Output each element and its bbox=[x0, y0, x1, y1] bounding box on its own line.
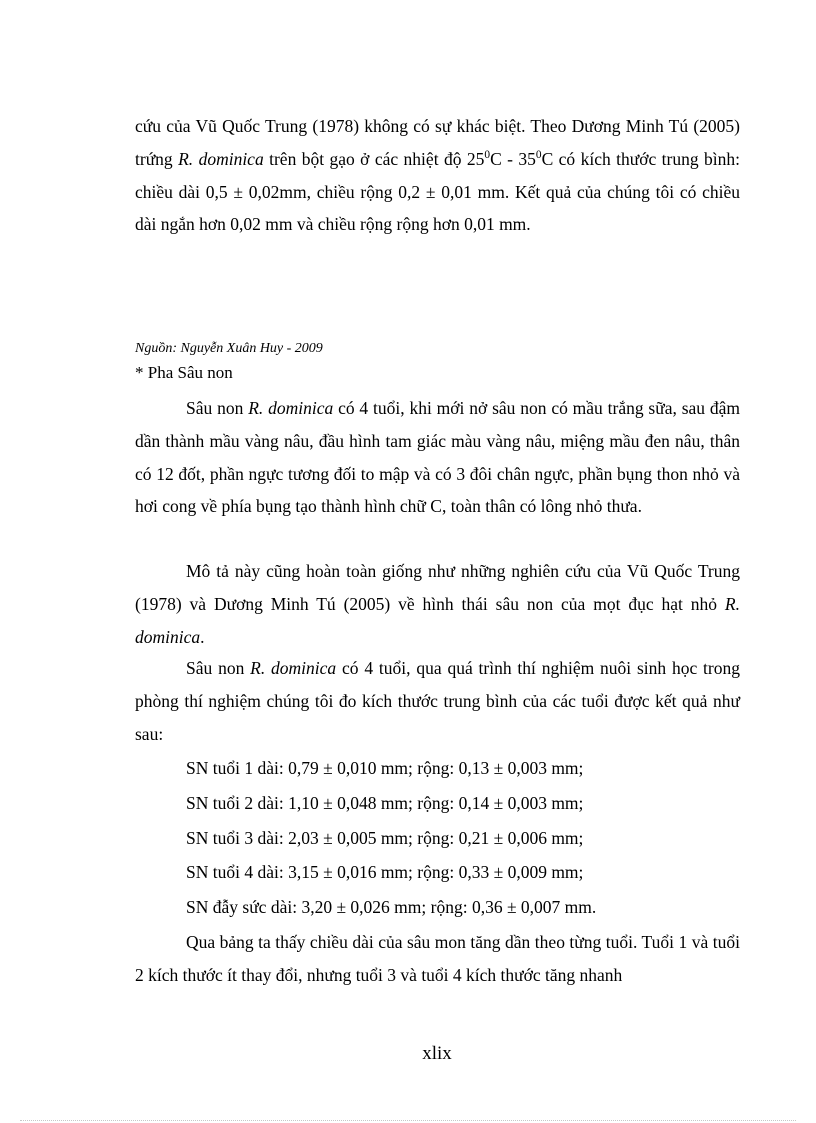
paragraph-text: C - 35 bbox=[490, 148, 536, 169]
measurement-item: SN tuổi 3 dài: 2,03 ± 0,005 mm; rộng: 0,21 ± 0,006 mm; bbox=[186, 827, 584, 848]
paragraph-text: có 4 tuổi, qua quá trình thí nghiệm nuôi sinh học trong phòng thí nghiệm chúng tôi đo kích thước trung bình của các tuổi được kết quả như sau: bbox=[135, 658, 740, 744]
paragraph-text: có 4 tuổi, khi mới nở sâu non có mầu trắng sữa, sau đậm dần thành mầu vàng nâu, đầu hình tam giác màu vàng nâu, miệng mầu đen nâu, thân có 12 đốt, phần ngực tương đối to mập và có 3 đôi chân ngực, phần bụng thon nhỏ và hơi cong về phía bụng tạo thành hình chữ C, toàn thân có lông nhỏ thưa. bbox=[135, 398, 741, 517]
degree-superscript: 0 bbox=[484, 148, 491, 161]
section-heading: * Pha Sâu non bbox=[135, 363, 233, 382]
species-name: R. dominica bbox=[135, 593, 740, 647]
measurement-item: SN đẫy sức dài: 3,20 ± 0,026 mm; rộng: 0,36 ± 0,007 mm. bbox=[186, 897, 597, 918]
paragraph-text: Sâu non bbox=[186, 398, 249, 418]
paragraph-text: Mô tả này cũng hoàn toàn giống như những nghiên cứu của Vũ Quốc Trung (1978) và Dương Minh Tú (2005) về hình thái sâu non của mọt đục hạt nhỏ bbox=[135, 561, 740, 614]
page-bottom-divider bbox=[20, 1120, 796, 1121]
paragraph-text: . bbox=[200, 626, 205, 647]
measurement-item: SN tuổi 1 dài: 0,79 ± 0,010 mm; rộng: 0,13 ± 0,003 mm; bbox=[186, 758, 584, 778]
degree-superscript: 0 bbox=[535, 148, 542, 161]
paragraph-egg-size-comparison bbox=[135, 110, 740, 241]
species-name: R. dominica bbox=[248, 398, 334, 418]
paragraph-text: Sâu non bbox=[186, 658, 251, 678]
paragraph-larva-description bbox=[135, 392, 740, 523]
paragraph-text: trên bột gạo ở các nhiệt độ 25 bbox=[263, 148, 485, 169]
paragraph-text: C có kích thước trung bình: chiều dài 0,5 ± 0,02mm, chiều rộng 0,2 ± 0,01 mm. Kết quả của chúng tôi có chiều dài ngắn hơn 0,02 mm và chiều rộng rộng hơn 0,01 mm. bbox=[135, 148, 740, 235]
species-name: R. dominica bbox=[250, 658, 337, 678]
measurement-list bbox=[186, 751, 596, 925]
paragraph-description-agreement bbox=[135, 555, 740, 653]
page-number: xlix bbox=[422, 1043, 452, 1064]
measurement-item: SN tuổi 2 dài: 1,10 ± 0,048 mm; rộng: 0,14 ± 0,003 mm; bbox=[186, 792, 584, 813]
species-name: R. dominica bbox=[178, 148, 264, 169]
paragraph-growth-summary: Qua bảng ta thấy chiều dài của sâu mon tăng dần theo từng tuổi. Tuổi 1 và tuổi 2 kích thước ít thay đổi, nhưng tuổi 3 và tuổi 4 kích thước tăng nhanh bbox=[135, 932, 740, 985]
source-caption: Nguồn: Nguyễn Xuân Huy - 2009 bbox=[135, 341, 323, 356]
measurement-item: SN tuổi 4 dài: 3,15 ± 0,016 mm; rộng: 0,33 ± 0,009 mm; bbox=[186, 862, 584, 883]
paragraph-text: cứu của Vũ Quốc Trung (1978) không có sự khác biệt. Theo Dương Minh Tú (2005) trứng bbox=[135, 116, 740, 169]
paragraph-larva-instars bbox=[135, 652, 740, 750]
